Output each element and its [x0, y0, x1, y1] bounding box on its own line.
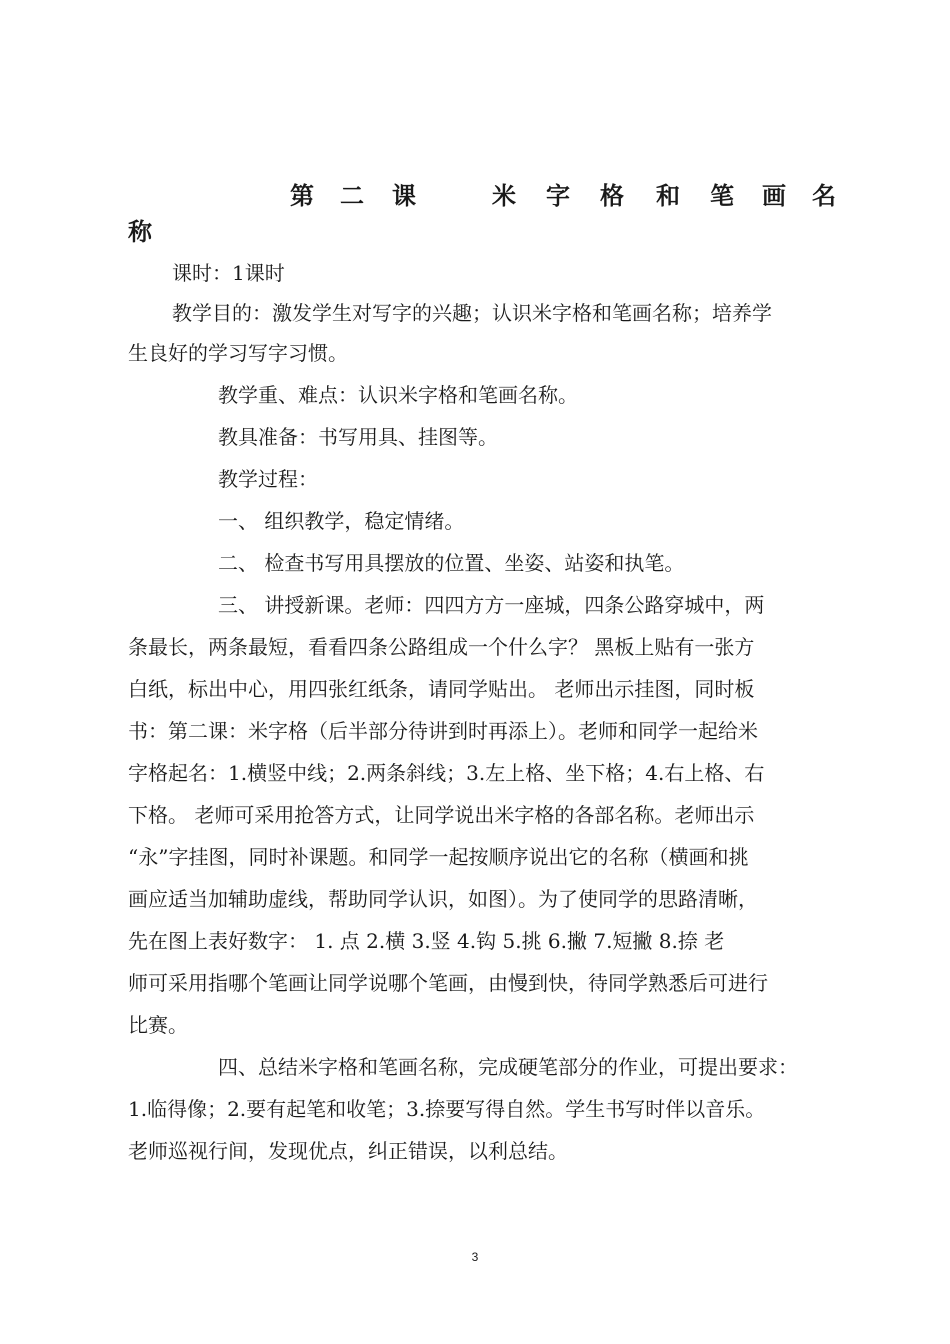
- paragraph-line: 比赛。: [128, 1013, 188, 1037]
- step-three: 三、 讲授新课。老师：四四方方一座城，四条公路穿城中，两: [218, 593, 765, 617]
- paragraph-line: 条最长，两条最短，看看四条公路组成一个什么字？ 黑板上贴有一张方: [128, 635, 755, 659]
- paragraph-line: 字格起名：1.横竖中线；2.两条斜线；3.左上格、坐下格；4.右上格、右: [128, 761, 765, 785]
- step-two: 二、 检查书写用具摆放的位置、坐姿、站姿和执笔。: [218, 551, 685, 575]
- key-points-line: 教学重、难点：认识米字格和笔画名称。: [218, 383, 578, 407]
- paragraph-line: “永”字挂图，同时补课题。和同学一起按顺序说出它的名称（横画和挑: [128, 845, 749, 869]
- paragraph-line: 师可采用指哪个笔画让同学说哪个笔画，由慢到快，待同学熟悉后可进行: [128, 971, 768, 995]
- paragraph-line: 先在图上表好数字： 1. 点 2.横 3.竖 4.钩 5.挑 6.撇 7.短撇 8.捺 老: [128, 929, 725, 953]
- title-char: 米: [492, 182, 516, 210]
- title-char: 第: [290, 182, 314, 210]
- lesson-title-continuation: 称: [128, 218, 152, 246]
- lesson-title: [290, 170, 835, 210]
- step-four: 四、总结米字格和笔画名称，完成硬笔部分的作业，可提出要求：: [218, 1055, 798, 1079]
- title-char: 和: [656, 182, 680, 210]
- objective-line-cont: 生良好的学习写字习惯。: [128, 341, 348, 365]
- paragraph-line: 画应适当加辅助虚线，帮助同学认识，如图）。为了使同学的思路清晰，: [128, 887, 758, 911]
- objective-line: 教学目的：激发学生对写字的兴趣；认识米字格和笔画名称；培养学: [172, 301, 772, 325]
- title-char: 画: [762, 182, 786, 210]
- paragraph-line: 白纸，标出中心，用四张红纸条，请同学贴出。 老师出示挂图，同时板: [128, 677, 755, 701]
- title-char: 名: [812, 182, 836, 210]
- title-char: 二: [340, 182, 364, 210]
- process-heading: 教学过程：: [218, 467, 318, 491]
- title-char: 字: [546, 182, 570, 210]
- step-one: 一、 组织教学，稳定情绪。: [218, 509, 465, 533]
- paragraph-line: 老师巡视行间，发现优点，纠正错误，以利总结。: [128, 1139, 568, 1163]
- paragraph-line: 1.临得像；2.要有起笔和收笔；3.捺要写得自然。学生书写时伴以音乐。: [128, 1097, 766, 1121]
- page-number: 3: [471, 1250, 479, 1264]
- paragraph-line: 下格。 老师可采用抢答方式，让同学说出米字格的各部名称。老师出示: [128, 803, 755, 827]
- materials-line: 教具准备：书写用具、挂图等。: [218, 425, 498, 449]
- title-char: 笔: [710, 182, 734, 210]
- title-char: 格: [600, 182, 624, 210]
- paragraph-line: 书：第二课：米字格（后半部分待讲到时再添上）。老师和同学一起给米: [128, 719, 758, 743]
- class-hours-line: 课时：1课时: [172, 261, 285, 285]
- title-char: 课: [392, 182, 416, 210]
